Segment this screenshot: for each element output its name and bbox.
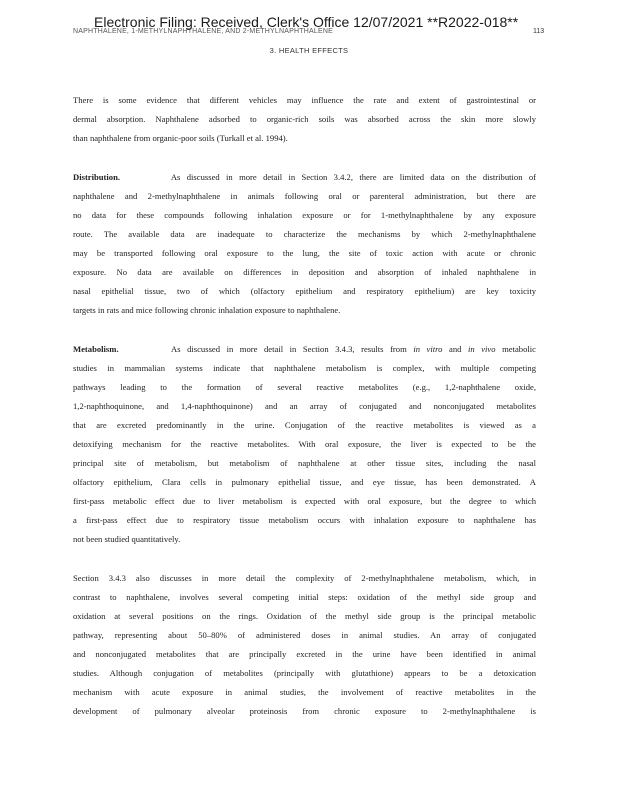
text-line: than naphthalene from organic-poor soils (Turkall et al. 1994). — [73, 133, 288, 143]
text-line: exposure. No data are available on differences in deposition and absorption of inhaled naphthalene in — [73, 267, 536, 277]
text-line: There is some evidence that different vehicles may influence the rate and extent of gastrointestinal or — [73, 95, 536, 105]
text-line: mechanism with acute exposure in animal studies, the involvement of reactive metabolites in the — [73, 687, 536, 697]
text-line: targets in rats and mice following chronic inhalation exposure to naphthalene. — [73, 305, 341, 315]
text-line — [73, 168, 536, 187]
text-line: that are excreted predominantly in the urine. Conjugation of the reactive metabolites is viewed as a — [73, 420, 536, 430]
text-line: principal site of metabolism, but metabolism of naphthalene at other tissue sites, including the nasal — [73, 458, 536, 468]
paragraph-heading: Metabolism. — [73, 344, 119, 354]
text-line: a first-pass effect due to respiratory tissue metabolism occurs with inhalation exposure to naphthalene has — [73, 515, 536, 525]
text-line: route. The available data are inadequate to characterize the mechanisms by which 2-methylnaphthalene — [73, 229, 536, 239]
paragraph-2-methylnaphthalene-metabolism — [73, 569, 536, 721]
text-line: contrast to naphthalene, involves several competing initial steps: oxidation of the methyl side group and — [73, 592, 536, 602]
text-line: no data for these compounds following inhalation exposure or for 1-methylnaphthalene by any exposure — [73, 210, 536, 220]
text-line: and nonconjugated metabolites that are principally excreted in the urine have been identified in animal — [73, 649, 536, 659]
paragraph-distribution — [73, 168, 536, 320]
text-line: detoxifying mechanism for the reactive metabolites. With oral exposure, the liver is expected to be the — [73, 439, 536, 449]
text-line: Section 3.4.3 also discusses in more detail the complexity of 2-methylnaphthalene metabolism, which, in — [73, 573, 536, 583]
paragraph-absorption-vehicles — [73, 91, 536, 148]
text-line-body: As discussed in more detail in Section 3.4.2, there are limited data on the distribution of — [170, 172, 536, 182]
latin-term: in vivo — [468, 344, 496, 354]
text-line: nasal epithelial tissue, two of which (olfactory epithelium and respiratory epithelium) are key toxicity — [73, 286, 536, 296]
running-head: NAPHTHALENE, 1-METHYLNAPHTHALENE, AND 2-METHYLNAPHTHALENE — [73, 28, 333, 35]
latin-term: in vitro — [413, 344, 443, 354]
text-line-body: As discussed in more detail in Section 3.4.3, results from in vitro and in vivo metabolic — [170, 344, 536, 354]
text-line: pathway, representing about 50–80% of administered doses in animal studies. An array of conjugated — [73, 630, 536, 640]
page-number: 113 — [533, 28, 545, 35]
text-line: development of pulmonary alveolar proteinosis from chronic exposure to 2-methylnaphthalene is — [73, 706, 536, 716]
text-line: studies. Although conjugation of metabolites (principally with glutathione) appears to be a detoxication — [73, 668, 536, 678]
text-line: oxidation at several positions on the rings. Oxidation of the methyl side group is the principal metabolic — [73, 611, 536, 621]
text-line: may be transported following oral exposure to the lung, the site of toxic action with acute or chronic — [73, 248, 536, 258]
section-title: 3. HEALTH EFFECTS — [269, 46, 349, 55]
paragraph-heading: Distribution. — [73, 172, 121, 182]
text-line: naphthalene and 2-methylnaphthalene in animals following oral or parenteral administration, but there are — [73, 191, 536, 201]
text-line: olfactory epithelium, Clara cells in pulmonary epithelial tissue, and eye tissue, has been demonstrated. A — [73, 477, 536, 487]
text-line: pathways leading to the formation of several reactive metabolites (e.g., 1,2-naphthalene oxide, — [73, 382, 536, 392]
paragraph-metabolism — [73, 340, 536, 549]
text-line: not been studied quantitatively. — [73, 534, 181, 544]
text-line: 1,2-naphthoquinone, and 1,4-naphthoquinone) and an array of conjugated and nonconjugated metabolites — [73, 401, 536, 411]
filing-stamp: Electronic Filing: Received, Clerk's Office 12/07/2021 **R2022-018** — [94, 14, 519, 30]
text-line: studies in mammalian systems indicate that naphthalene metabolism is complex, with multiple competing — [73, 363, 536, 373]
text-line: first-pass metabolic effect due to liver metabolism is expected with oral exposure, but the degree to which — [73, 496, 536, 506]
text-line: dermal absorption. Naphthalene adsorbed to organic-rich soils was absorbed across the skin more slowly — [73, 114, 536, 124]
text-line — [73, 340, 536, 359]
